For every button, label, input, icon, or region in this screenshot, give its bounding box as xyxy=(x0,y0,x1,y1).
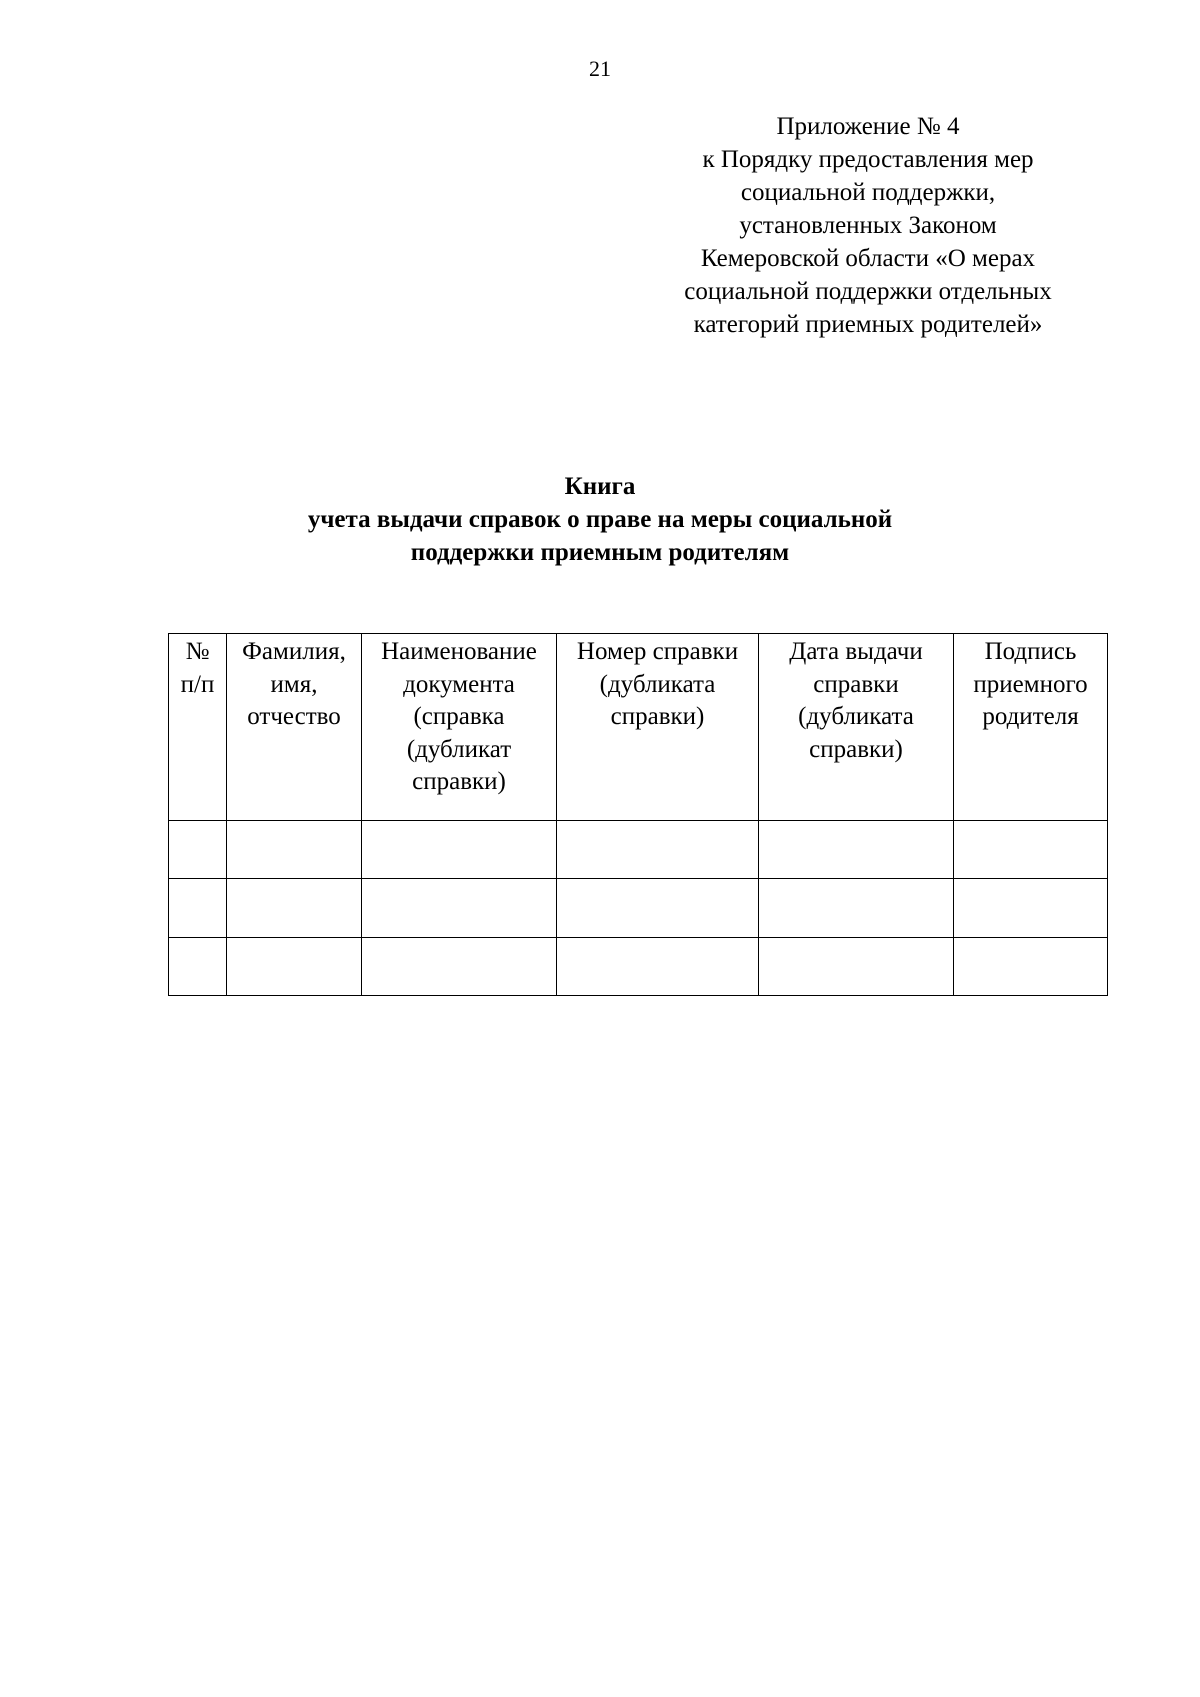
table-cell xyxy=(227,879,362,938)
table-row xyxy=(169,938,1108,996)
register-table xyxy=(168,633,1108,996)
appendix-caption xyxy=(648,110,1088,341)
table-cell xyxy=(169,938,227,996)
table-row xyxy=(169,879,1108,938)
table-cell xyxy=(954,821,1108,879)
document-title xyxy=(0,470,1200,569)
column-header-certificate-number xyxy=(557,634,759,821)
table-cell xyxy=(557,938,759,996)
table-cell xyxy=(759,821,954,879)
header-line: (дубликат xyxy=(406,735,512,763)
page-number: 21 xyxy=(589,56,611,81)
table-header-row xyxy=(169,634,1108,821)
table-cell xyxy=(227,821,362,879)
appendix-line: категорий приемных родителей» xyxy=(693,311,1043,338)
header-line: Фамилия, xyxy=(242,638,346,665)
column-header-issue-date xyxy=(759,634,954,821)
table-cell xyxy=(759,938,954,996)
table-cell xyxy=(954,938,1108,996)
appendix-line: к Порядку предоставления мер xyxy=(702,146,1034,173)
table-row xyxy=(169,821,1108,879)
header-line: справки xyxy=(813,670,899,698)
table-cell xyxy=(169,821,227,879)
header-line: родителя xyxy=(982,703,1079,730)
table-cell xyxy=(362,879,557,938)
header-line: документа xyxy=(403,670,515,698)
header-line: приемного xyxy=(973,670,1088,698)
title-line: Книга xyxy=(564,473,636,500)
column-header-number xyxy=(169,634,227,821)
column-header-document-name xyxy=(362,634,557,821)
appendix-line: установленных Законом xyxy=(739,212,997,239)
table-cell xyxy=(759,879,954,938)
table-cell xyxy=(362,821,557,879)
table-cell xyxy=(169,879,227,938)
column-header-full-name xyxy=(227,634,362,821)
header-line: справки) xyxy=(610,703,705,730)
header-line: Подпись xyxy=(984,638,1077,665)
title-line: учета выдачи справок о праве на меры социальной xyxy=(307,506,893,533)
table-cell xyxy=(227,938,362,996)
header-line: имя, xyxy=(270,670,318,698)
header-line: (дубликата xyxy=(798,703,914,730)
header-line: справки) xyxy=(809,735,903,763)
header-line: Номер справки xyxy=(576,638,739,665)
table-cell xyxy=(954,879,1108,938)
column-header-signature xyxy=(954,634,1108,821)
table-cell xyxy=(557,879,759,938)
header-line: № xyxy=(185,638,210,665)
table-cell xyxy=(362,938,557,996)
header-line: Наименование xyxy=(381,638,537,665)
appendix-line: Приложение № 4 xyxy=(776,113,960,140)
appendix-line: социальной поддержки, xyxy=(740,179,996,206)
appendix-line: социальной поддержки отдельных xyxy=(684,278,1052,305)
header-line: (дубликата xyxy=(599,670,716,698)
header-line: п/п xyxy=(180,670,215,698)
header-line: (справка xyxy=(413,703,505,730)
appendix-line: Кемеровской области «О мерах xyxy=(700,245,1036,272)
header-line: справки) xyxy=(412,768,506,795)
header-line: отчество xyxy=(247,703,341,730)
table-cell xyxy=(557,821,759,879)
header-line: Дата выдачи xyxy=(789,638,923,665)
title-line: поддержки приемным родителям xyxy=(410,539,790,566)
